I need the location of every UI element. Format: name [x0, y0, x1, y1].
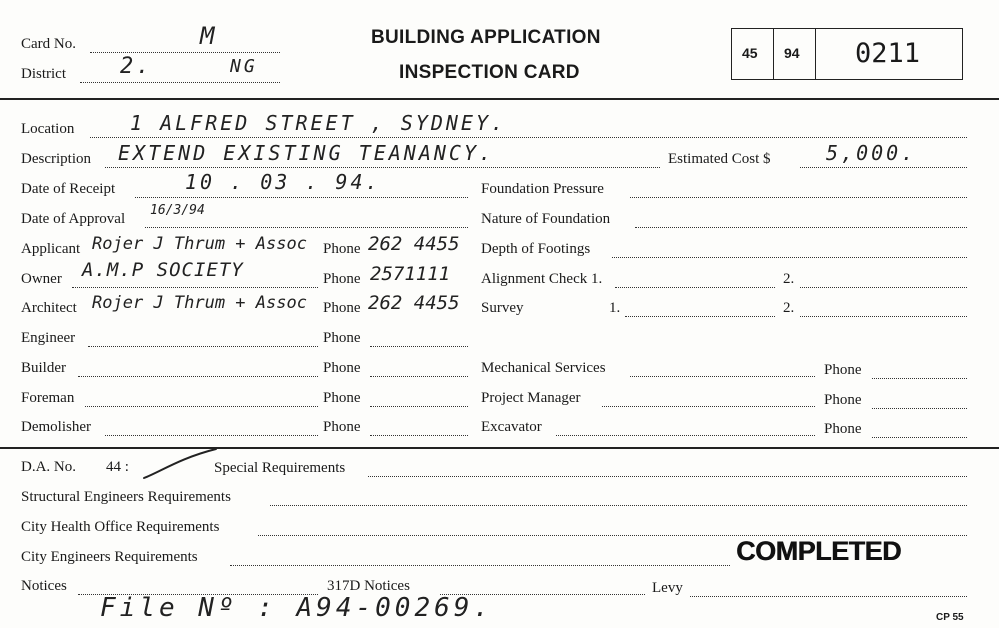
card-number-box: [731, 28, 963, 80]
survey-1-label: 1.: [609, 300, 621, 316]
survey-2-label: 2.: [783, 300, 795, 316]
excavator-phone-dots: [872, 437, 967, 438]
project-manager-label: Project Manager: [481, 390, 581, 406]
mechanical-phone-label: Phone: [824, 362, 862, 378]
box-b: 94: [784, 45, 800, 61]
city-eng-req-label: City Engineers Requirements: [21, 549, 198, 565]
card-no-value: M: [200, 22, 218, 50]
demolisher-dots: [105, 435, 318, 436]
survey-label: Survey: [481, 300, 524, 316]
nature-foundation-dots: [635, 227, 967, 228]
description-value: EXTEND EXISTING TEANANCY.: [118, 141, 495, 165]
district-dots: [80, 82, 280, 83]
survey-2-dots: [800, 316, 967, 317]
card-no-label: Card No.: [21, 36, 76, 52]
date-receipt-value: 10 . 03 . 94.: [185, 170, 381, 194]
description-dots: [105, 167, 660, 168]
depth-footings-label: Depth of Footings: [481, 241, 591, 257]
mechanical-label: Mechanical Services: [481, 360, 606, 376]
header-rule: [0, 98, 999, 100]
engineer-phone-dots: [370, 346, 468, 347]
engineer-label: Engineer: [21, 330, 76, 346]
title-line-1: BUILDING APPLICATION: [371, 27, 601, 48]
architect-phone-label: Phone: [323, 300, 361, 316]
date-approval-label: Date of Approval: [21, 211, 126, 227]
district-value: 2.: [120, 54, 153, 79]
project-manager-phone-dots: [872, 408, 967, 409]
alignment-check-label: Alignment Check 1.: [481, 271, 603, 287]
notices-317d-label: 317D Notices: [327, 578, 410, 594]
foreman-dots: [85, 406, 318, 407]
depth-footings-dots: [612, 257, 967, 258]
mechanical-phone-dots: [872, 378, 967, 379]
foundation-pressure-label: Foundation Pressure: [481, 181, 604, 197]
location-label: Location: [21, 121, 75, 137]
alignment-2-label: 2.: [783, 271, 795, 287]
excavator-phone-label: Phone: [824, 421, 862, 437]
notices-label: Notices: [21, 578, 67, 594]
date-receipt-dots: [135, 197, 468, 198]
date-approval-value: 16/3/94: [150, 203, 205, 218]
nature-foundation-label: Nature of Foundation: [481, 211, 611, 227]
architect-value: Rojer J Thrum + Assoc: [92, 293, 307, 313]
owner-label: Owner: [21, 271, 62, 287]
alignment-1-dots: [615, 287, 775, 288]
foreman-phone-dots: [370, 406, 468, 407]
project-manager-phone-label: Phone: [824, 392, 862, 408]
box-divider-2: [815, 29, 816, 79]
district-label: District: [21, 66, 66, 82]
builder-phone-dots: [370, 376, 468, 377]
engineer-dots: [88, 346, 318, 347]
applicant-phone-value: 262 4455: [368, 233, 460, 255]
location-dots: [90, 137, 967, 138]
health-req-label: City Health Office Requirements: [21, 519, 220, 535]
excavator-label: Excavator: [481, 419, 542, 435]
applicant-phone-label: Phone: [323, 241, 361, 257]
demolisher-label: Demolisher: [21, 419, 91, 435]
da-no-checkmark: [140, 446, 220, 484]
box-a: 45: [742, 45, 758, 61]
applicant-label: Applicant: [21, 241, 81, 257]
project-manager-dots: [602, 406, 815, 407]
builder-phone-label: Phone: [323, 360, 361, 376]
special-req-dots: [368, 476, 967, 477]
applicant-value: Rojer J Thrum + Assoc: [92, 234, 307, 254]
description-label: Description: [21, 151, 91, 167]
levy-label: Levy: [652, 580, 683, 596]
builder-label: Builder: [21, 360, 66, 376]
excavator-dots: [556, 435, 815, 436]
special-req-label: Special Requirements: [214, 460, 346, 476]
alignment-2-dots: [800, 287, 967, 288]
mechanical-dots: [630, 376, 815, 377]
date-receipt-label: Date of Receipt: [21, 181, 116, 197]
da-no-value: 44 :: [106, 459, 129, 475]
title-line-2: INSPECTION CARD: [399, 62, 580, 83]
architect-phone-value: 262 4455: [368, 292, 460, 314]
builder-dots: [78, 376, 318, 377]
foreman-label: Foreman: [21, 390, 75, 406]
date-approval-dots: [145, 227, 468, 228]
levy-dots: [690, 596, 967, 597]
estimated-cost-dots: [800, 167, 967, 168]
estimated-cost-value: 5,000.: [826, 141, 917, 165]
city-eng-req-dots: [230, 565, 730, 566]
owner-phone-label: Phone: [323, 271, 361, 287]
structural-req-dots: [270, 505, 967, 506]
location-value: 1 ALFRED STREET , SYDNEY.: [130, 111, 507, 135]
owner-phone-value: 2571111: [370, 263, 451, 285]
foundation-pressure-dots: [630, 197, 967, 198]
completed-stamp: COMPLETED: [736, 536, 902, 566]
file-number: File Nº : A94-00269.: [100, 593, 494, 623]
foreman-phone-label: Phone: [323, 390, 361, 406]
engineer-phone-label: Phone: [323, 330, 361, 346]
district-value-2: NG: [230, 56, 258, 77]
box-divider-1: [773, 29, 774, 79]
box-number: 0211: [855, 38, 921, 69]
structural-req-label: Structural Engineers Requirements: [21, 489, 231, 505]
survey-1-dots: [625, 316, 775, 317]
form-code: CP 55: [936, 612, 964, 623]
owner-value: A.M.P SOCIETY: [82, 259, 244, 281]
demolisher-phone-label: Phone: [323, 419, 361, 435]
demolisher-phone-dots: [370, 435, 468, 436]
owner-dots: [72, 287, 318, 288]
da-no-label: D.A. No.: [21, 459, 76, 475]
architect-label: Architect: [21, 300, 77, 316]
estimated-cost-label: Estimated Cost $: [668, 151, 771, 167]
card-no-dots: [90, 52, 280, 53]
